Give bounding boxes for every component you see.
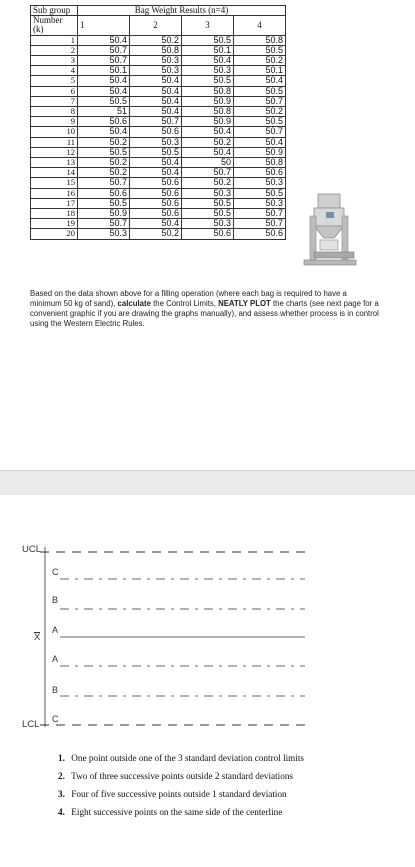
subgroup-header: Sub group [31,6,78,16]
subgroup-number-cell: 18 [31,209,78,219]
subgroup-number-cell: 1 [31,35,78,45]
weight-cell: 50.4 [130,96,182,106]
subgroup-number-cell: 19 [31,219,78,229]
weight-cell: 50.2 [78,137,130,147]
weight-cell: 50.5 [234,188,286,198]
weight-cell: 50.9 [182,96,234,106]
weight-cell: 50.7 [234,219,286,229]
weight-cell: 50.7 [78,219,130,229]
weight-cell: 50.4 [234,76,286,86]
weight-cell: 50 [182,158,234,168]
weight-cell: 50.3 [78,229,130,239]
zone-label-c-lower: C [52,714,59,724]
table-row [31,35,286,45]
column-header: 2 [130,16,182,35]
table-row [31,66,286,76]
worksheet-page-2 [0,495,415,867]
instructions-text: Based on the data shown above for a filling operation (where each bag is required to have a minimum 50 kg of sand), [30,288,347,308]
weight-cell: 50.5 [182,209,234,219]
weight-cell: 50.5 [234,45,286,55]
weight-cell: 50.4 [78,127,130,137]
subgroup-number-cell: 8 [31,107,78,117]
weight-cell: 50.2 [234,56,286,66]
subgroup-number-cell: 10 [31,127,78,137]
table-row [31,117,286,127]
weight-cell: 50.7 [78,45,130,55]
weight-cell: 50.5 [234,117,286,127]
table-row [31,229,286,239]
weight-cell: 50.7 [234,127,286,137]
weight-cell: 50.7 [78,178,130,188]
weight-cell: 50.9 [182,117,234,127]
table-row [31,56,286,66]
weight-cell: 50.2 [78,168,130,178]
weight-cell: 50.7 [182,168,234,178]
table-body [31,35,286,239]
subgroup-number-cell: 16 [31,188,78,198]
weight-cell: 50.4 [130,219,182,229]
western-electric-rules [58,749,304,821]
weight-cell: 50.3 [130,137,182,147]
weight-cell: 50.6 [130,198,182,208]
weight-cell: 50.5 [130,147,182,157]
weight-cell: 50.5 [182,76,234,86]
weight-cell: 50.3 [182,188,234,198]
table-row [31,168,286,178]
column-header: 4 [234,16,286,35]
rule-item: 3. Four of five successive points outside 1 standard deviation [58,789,287,799]
weight-cell: 50.2 [182,137,234,147]
zone-label-b-lower: B [52,685,59,695]
weight-cell: 50.5 [78,147,130,157]
instructions-paragraph [30,289,380,329]
weight-cell: 50.4 [130,168,182,178]
weight-cell: 50.4 [182,56,234,66]
weight-cell: 50.4 [182,127,234,137]
rule-item: 2. Two of three successive points outside 2 standard deviations [58,771,293,781]
subgroup-number-cell: 2 [31,45,78,55]
weight-cell: 50.5 [78,198,130,208]
weight-cell: 50.3 [182,66,234,76]
weight-cell: 50.5 [182,35,234,45]
table-row [31,137,286,147]
zone-label-c-upper: C [52,567,59,577]
table-row [31,178,286,188]
subgroup-number-cell: 14 [31,168,78,178]
weight-cell: 50.8 [182,86,234,96]
weight-cell: 50.4 [78,86,130,96]
subgroup-number-cell: 9 [31,117,78,127]
bagging-machine-image [300,190,360,268]
table-row [31,147,286,157]
instructions-text: the Control Limits, [150,298,219,308]
weight-cell: 50.2 [234,107,286,117]
x-bar-label: X [34,632,41,643]
weight-cell: 50.2 [182,178,234,188]
weight-cell: 50.3 [234,178,286,188]
weight-cell: 50.4 [130,76,182,86]
table-row [31,209,286,219]
results-header: Bag Weight Results (n=4) [78,6,286,16]
weight-cell: 50.3 [130,66,182,76]
weight-cell: 50.6 [78,188,130,198]
table-row [31,96,286,106]
subgroup-number-cell: 7 [31,96,78,106]
subgroup-number-cell: 20 [31,229,78,239]
table-row [31,127,286,137]
control-chart-lines [40,547,305,727]
table-row [31,86,286,96]
weight-cell: 50.6 [234,229,286,239]
instructions-text: the charts (see next page for a convenient graphic if you are drawing the graphs manually), and assess whether process is in control using the Western Electric Rules. [30,298,379,328]
weight-cell: 50.3 [234,198,286,208]
weight-cell: 50.2 [130,35,182,45]
table-row [31,45,286,55]
subgroup-number-cell: 4 [31,66,78,76]
weight-cell: 50.4 [182,147,234,157]
rule-item: 4. Eight successive points on the same side of the centerline [58,807,283,817]
control-chart-template [0,495,415,745]
zone-label-a-upper: A [52,625,59,635]
weight-cell: 50.9 [234,147,286,157]
rule-item: 1. One point outside one of the 3 standard deviation control limits [58,753,305,763]
subgroup-number-cell: 17 [31,198,78,208]
weight-cell: 50.5 [78,96,130,106]
weight-cell: 50.1 [78,66,130,76]
subgroup-number-cell: 15 [31,178,78,188]
weight-cell: 50.6 [130,178,182,188]
subgroup-number-cell: 5 [31,76,78,86]
weight-cell: 50.6 [130,209,182,219]
weight-cell: 50.4 [130,158,182,168]
weight-cell: 50.9 [78,209,130,219]
weight-cell: 50.7 [234,96,286,106]
weight-cell: 50.2 [130,229,182,239]
weight-cell: 50.8 [234,158,286,168]
weight-cell: 50.8 [130,45,182,55]
weight-cell: 50.6 [182,229,234,239]
table-row [31,188,286,198]
weight-cell: 50.5 [182,198,234,208]
subgroup-number-cell: 11 [31,137,78,147]
weight-cell: 50.3 [182,219,234,229]
weight-cell: 50.4 [130,86,182,96]
zone-label-a-lower: A [52,654,59,664]
weight-cell: 50.2 [78,158,130,168]
weight-cell: 50.5 [234,86,286,96]
page-separator [0,470,415,496]
instructions-bold-calculate: calculate [117,298,151,308]
instructions-bold-plot: NEATLY PLOT [218,298,271,308]
weight-cell: 50.4 [234,137,286,147]
column-header: 1 [78,16,130,35]
weight-cell: 51 [78,107,130,117]
weight-cell: 50.7 [78,56,130,66]
zone-label-b-upper: B [52,595,59,605]
weight-cell: 50.8 [182,107,234,117]
subgroup-number-cell: 3 [31,56,78,66]
weight-cell: 50.7 [234,209,286,219]
subgroup-number-cell: 12 [31,147,78,157]
weight-cell: 50.3 [130,56,182,66]
weight-cell: 50.4 [130,107,182,117]
weight-cell: 50.4 [78,76,130,86]
lcl-label: LCL [22,719,40,730]
weight-cell: 50.4 [78,35,130,45]
table-row [31,198,286,208]
table-row [31,158,286,168]
weight-cell: 50.6 [130,127,182,137]
weight-cell: 50.1 [182,45,234,55]
weight-cell: 50.7 [130,117,182,127]
weight-cell: 50.6 [234,168,286,178]
weight-cell: 50.1 [234,66,286,76]
subgroup-number-cell: 13 [31,158,78,168]
ucl-label: UCL [22,544,42,555]
bag-weight-table [30,5,286,240]
weight-cell: 50.8 [234,35,286,45]
subgroup-number-cell: 6 [31,86,78,96]
table-row [31,219,286,229]
weight-cell: 50.6 [78,117,130,127]
column-header: 3 [182,16,234,35]
weight-cell: 50.6 [130,188,182,198]
table-row [31,76,286,86]
table-row [31,107,286,117]
number-header: Number (k) [31,16,78,35]
